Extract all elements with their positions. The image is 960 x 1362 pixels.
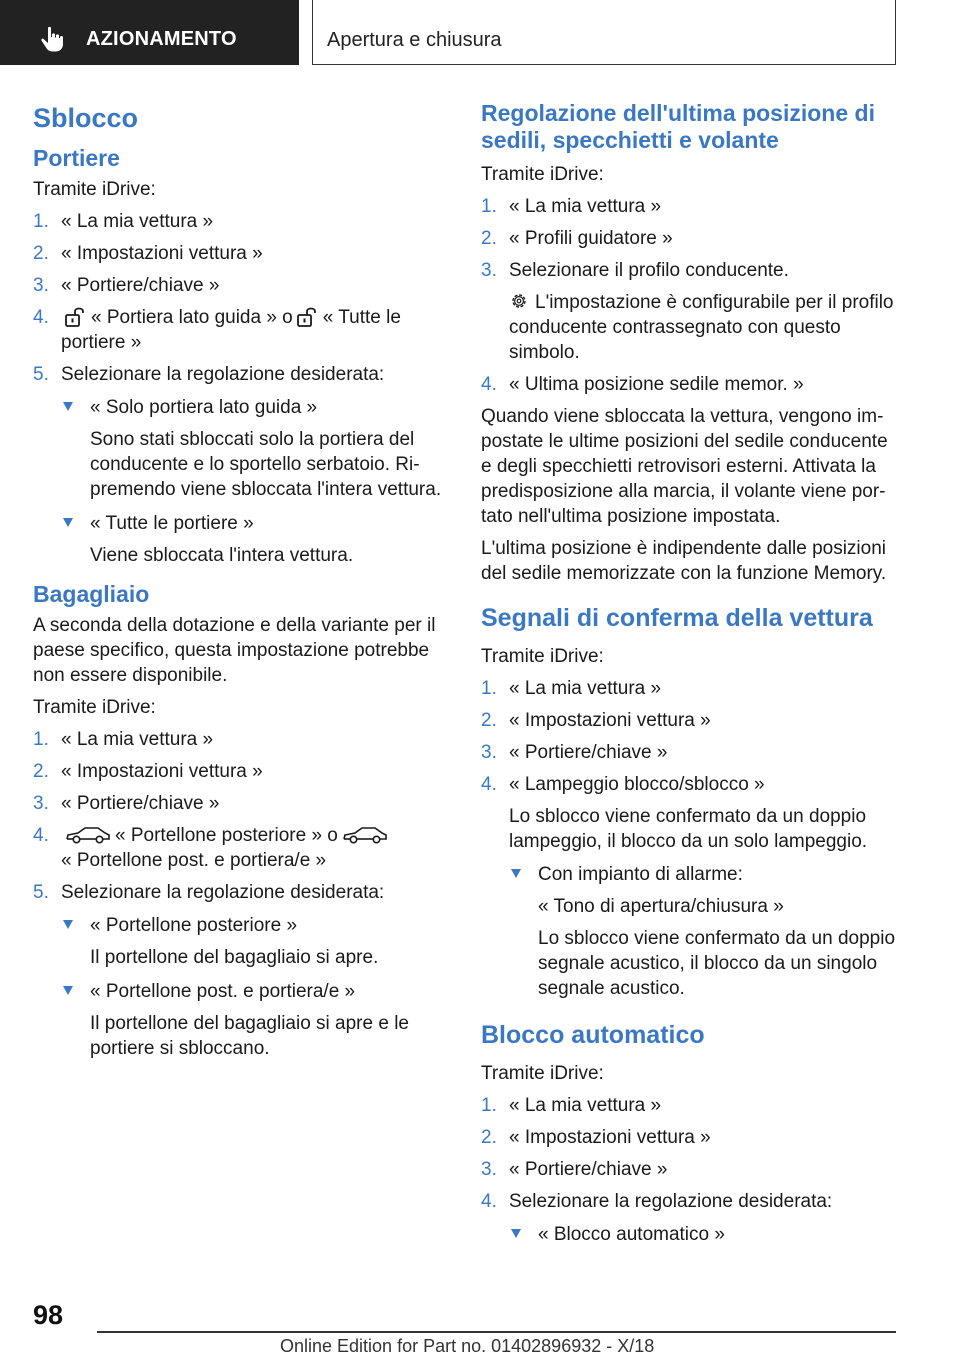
autolock-options xyxy=(509,1222,896,1247)
heading-signals: Segnali di conferma della vettura xyxy=(481,604,873,632)
list-item xyxy=(33,273,445,298)
step-number: 4. xyxy=(481,374,497,395)
step-text: « Portiere/chiave » xyxy=(61,275,220,296)
option-description: Lo sblocco viene confermato da un doppio segnale acustico, il blocco da un singolo segnale acustico. xyxy=(538,928,896,999)
step-text: « Portiere/chiave » xyxy=(509,742,668,763)
signals-steps xyxy=(481,676,896,1001)
footer-edition: Online Edition for Part no. 01402896932 - X/18 xyxy=(280,1336,655,1356)
list-item xyxy=(33,791,445,816)
option-description: Viene sbloccata l'intera vettura. xyxy=(90,545,354,566)
list-item xyxy=(61,395,445,502)
step-number: 2. xyxy=(481,1127,497,1148)
footer-divider xyxy=(97,1331,896,1333)
list-item xyxy=(509,1222,896,1247)
triangle-bullet-icon xyxy=(63,402,73,411)
step-number: 3. xyxy=(481,1159,497,1180)
step-number: 2. xyxy=(481,710,497,731)
option-label: « Blocco automatico » xyxy=(538,1224,725,1245)
step-number: 4. xyxy=(481,774,497,795)
heading-autolock: Blocco automatico xyxy=(481,1021,705,1049)
title-sblocco: Sblocco xyxy=(33,103,139,133)
heading-memory: Regolazione dell'ultima posizione di sedili, specchietti e volante xyxy=(481,100,875,153)
list-item xyxy=(61,913,445,970)
step-number: 1. xyxy=(33,211,49,232)
option-label: Con impianto di allarme: xyxy=(538,864,743,885)
step-number: 3. xyxy=(33,793,49,814)
option-label: « Tutte le portiere » xyxy=(90,513,254,534)
list-item xyxy=(33,241,445,266)
step-text: « Portiera lato guida » o xyxy=(91,307,293,328)
section-header xyxy=(312,0,896,65)
trunk-paragraph: A seconda della dotazione e della variante per il paese specifico, questa impostazione potrebbe non essere disponibile. xyxy=(33,615,436,686)
triangle-bullet-icon xyxy=(63,518,73,527)
triangle-bullet-icon xyxy=(63,920,73,929)
car-icon xyxy=(342,825,388,845)
heading-portiere: Portiere xyxy=(33,145,120,171)
signals-intro: Tramite iDrive: xyxy=(481,646,604,667)
step-number: 2. xyxy=(481,228,497,249)
list-item xyxy=(481,226,896,251)
step-number: 1. xyxy=(481,196,497,217)
hand-pointer-icon xyxy=(40,26,64,52)
right-column xyxy=(481,100,896,1256)
memory-paragraph: Quando viene sbloccata la vettura, vengono impostate le ultime posizioni del sedile conducente e degli specchietti retrovisori esterni. Attivata la predisposizione alla marcia, il volante viene portato nell'ultima posizione impostata. xyxy=(481,406,888,527)
page-number: 98 xyxy=(33,1300,64,1330)
list-item xyxy=(481,708,896,733)
gear-icon xyxy=(509,291,529,311)
step-text: Selezionare la regolazione desiderata: xyxy=(509,1191,833,1212)
triangle-bullet-icon xyxy=(511,1229,521,1238)
section-title: Apertura e chiusura xyxy=(327,29,502,51)
step-number: 1. xyxy=(481,1095,497,1116)
option-label: « Portellone post. e portiera/e » xyxy=(90,981,356,1002)
list-item xyxy=(61,979,445,1061)
autolock-intro: Tramite iDrive: xyxy=(481,1063,604,1084)
doors-intro: Tramite iDrive: xyxy=(33,179,156,200)
list-item xyxy=(481,1157,896,1182)
step-text: Selezionare la regolazione desiderata: xyxy=(61,882,385,903)
step-text: « Tutte le portiere » xyxy=(61,307,401,353)
memory-paragraph-2: L'ultima posizione è indipendente dalle posizioni del sedile memorizzate con la funzione Memory. xyxy=(481,538,887,584)
list-item xyxy=(509,862,896,1001)
list-item xyxy=(481,1093,896,1118)
profile-note xyxy=(509,290,896,365)
step-text: « Portiere/chiave » xyxy=(61,793,220,814)
list-item xyxy=(33,880,445,1061)
step-text: « La mia vettura » xyxy=(61,211,214,232)
step-number: 3. xyxy=(481,742,497,763)
list-item xyxy=(481,740,896,765)
list-item xyxy=(33,759,445,784)
option-label: « Portellone posteriore » xyxy=(90,915,298,936)
list-item xyxy=(481,676,896,701)
list-item xyxy=(61,511,445,568)
list-item xyxy=(33,305,445,355)
step-number: 5. xyxy=(33,364,49,385)
list-item xyxy=(481,372,896,397)
step-text: « La mia vettura » xyxy=(509,196,662,217)
step-text: « Ultima posizione sedile memor. » xyxy=(509,374,804,395)
chapter-title: AZIONAMENTO xyxy=(86,28,237,50)
trunk-steps xyxy=(33,727,445,1061)
step-number: 3. xyxy=(481,260,497,281)
chapter-tab xyxy=(0,0,299,65)
step-number: 1. xyxy=(481,678,497,699)
step-text: Selezionare il profilo conducente. xyxy=(509,260,789,281)
step-text: « La mia vettura » xyxy=(61,729,214,750)
triangle-bullet-icon xyxy=(63,986,73,995)
note-text: L'impostazione è configurabile per il profilo conducente contrassegnato con questo simbolo. xyxy=(509,292,894,363)
list-item xyxy=(481,772,896,1001)
memory-steps xyxy=(481,194,896,397)
option-description: Sono stati sbloccati solo la portiera del conducente e lo sportello serbatoio. Ripremendo viene sbloccata l'intera vettura. xyxy=(90,429,442,500)
step-text: « Portiere/chiave » xyxy=(509,1159,668,1180)
trunk-options xyxy=(61,913,445,1061)
step-text: « Impostazioni vettura » xyxy=(509,710,711,731)
signals-options xyxy=(509,862,896,1001)
list-item xyxy=(481,258,896,365)
list-item xyxy=(481,1125,896,1150)
step-number: 3. xyxy=(33,275,49,296)
autolock-steps xyxy=(481,1093,896,1247)
unlock-icon xyxy=(297,307,319,327)
list-item xyxy=(481,1189,896,1247)
step-text: « Impostazioni vettura » xyxy=(509,1127,711,1148)
heading-bagagliaio: Bagagliaio xyxy=(33,581,150,607)
step-number: 2. xyxy=(33,243,49,264)
step-number: 1. xyxy=(33,729,49,750)
car-icon xyxy=(65,825,111,845)
step-text: « Profili guidatore » xyxy=(509,228,673,249)
step-text: « Impostazioni vettura » xyxy=(61,761,263,782)
unlock-icon xyxy=(65,307,87,327)
step-text: « La mia vettura » xyxy=(509,1095,662,1116)
step-note: Lo sblocco viene confermato da un doppio lampeggio, il blocco da un solo lampeggio. xyxy=(509,806,868,852)
step-number: 2. xyxy=(33,761,49,782)
step-text: « La mia vettura » xyxy=(509,678,662,699)
step-number: 4. xyxy=(33,307,49,328)
doors-steps xyxy=(33,209,445,568)
step-number: 5. xyxy=(33,882,49,903)
triangle-bullet-icon xyxy=(511,869,521,878)
option-description: Il portellone del bagagliaio si apre. xyxy=(90,947,379,968)
list-item xyxy=(33,727,445,752)
memory-intro: Tramite iDrive: xyxy=(481,164,604,185)
step-text: « Portellone post. e portiera/e » xyxy=(61,850,327,871)
option-description: Il portellone del bagagliaio si apre e le portiere si sbloccano. xyxy=(90,1013,409,1059)
list-item xyxy=(33,362,445,568)
list-item xyxy=(33,209,445,234)
option-label: « Solo portiera lato guida » xyxy=(90,397,318,418)
step-number: 4. xyxy=(33,825,49,846)
list-item xyxy=(481,194,896,219)
list-item xyxy=(33,823,445,873)
option-setting: « Tono di apertura/chiusura » xyxy=(538,896,784,917)
step-text: Selezionare la regolazione desiderata: xyxy=(61,364,385,385)
left-column xyxy=(33,100,445,1070)
step-number: 4. xyxy=(481,1191,497,1212)
step-text: « Lampeggio blocco/sblocco » xyxy=(509,774,765,795)
step-text: « Portellone posteriore » o xyxy=(115,825,338,846)
trunk-intro: Tramite iDrive: xyxy=(33,697,156,718)
step-text: « Impostazioni vettura » xyxy=(61,243,263,264)
doors-options xyxy=(61,395,445,568)
